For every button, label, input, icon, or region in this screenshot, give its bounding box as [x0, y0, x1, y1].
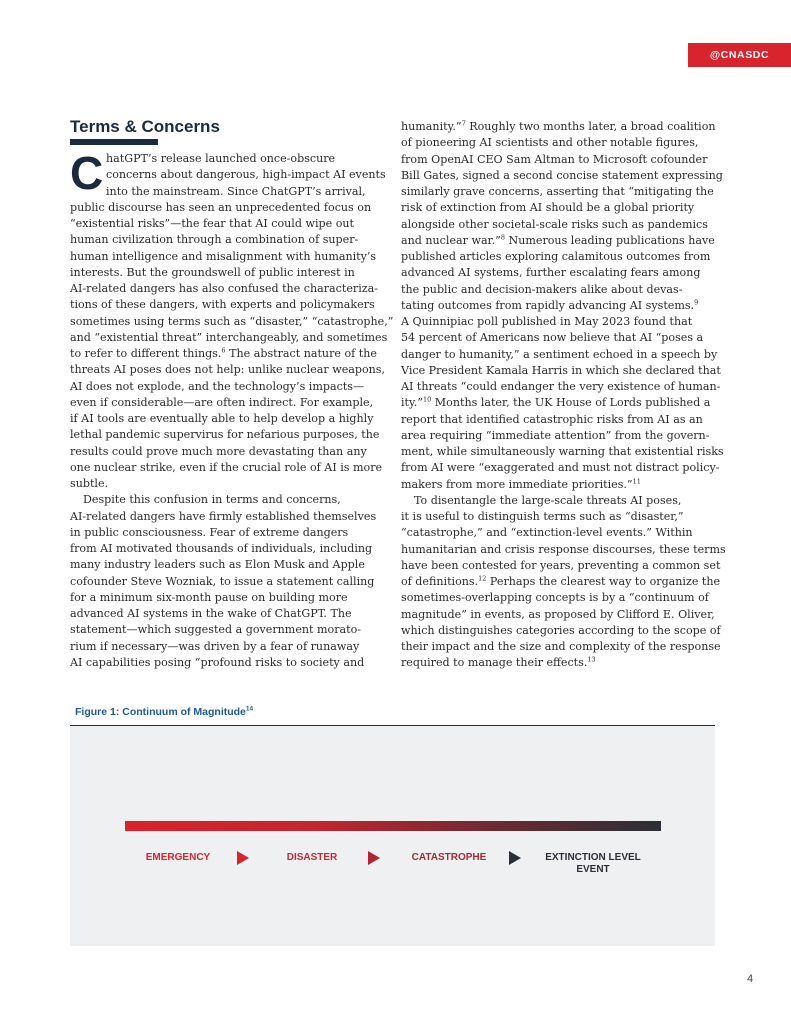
text-line: Vice President Kamala Harris in which she declared that	[401, 363, 721, 377]
footnote-ref: 8	[500, 233, 505, 242]
text-line: subtle.	[70, 477, 109, 490]
left-column	[70, 147, 394, 671]
footnote-ref: 6	[221, 346, 226, 355]
text-segment: of definitions.	[401, 575, 479, 588]
right-column	[401, 119, 726, 672]
text-line	[401, 655, 716, 671]
footnote-ref: 13	[587, 655, 596, 664]
text-line: cofounder Steve Wozniak, to issue a statement calling	[70, 574, 375, 588]
text-line: have been contested for years, preventing a common set	[401, 558, 721, 572]
text-line: To disentangle the large-scale threats AI poses,	[414, 493, 682, 507]
text-line: A Quinnipiac poll published in May 2023 found that	[401, 315, 693, 328]
arrow-right-icon	[237, 851, 249, 865]
text-line: statement—which suggested a government morato-	[70, 623, 362, 637]
text-line: “catastrophe,” and “extinction-level events.” Within	[401, 526, 693, 540]
text-line: public discourse has seen an unprecedented focus on	[70, 200, 372, 214]
text-line: hatGPT’s release launched once-obscure	[106, 152, 336, 165]
text-line: ment, while simultaneously warning that existential risks	[401, 445, 724, 458]
text-line: report that identified catastrophic risks from AI as an	[401, 412, 703, 426]
footnote-ref: 7	[461, 119, 466, 128]
text-line: advanced AI systems, further escalating fears among	[401, 266, 701, 280]
text-line	[401, 233, 716, 249]
text-segment: Perhaps the clearest way to organize the	[486, 575, 721, 588]
text-line: sometimes using terms such as “disaster,” “catastrophe,”	[70, 314, 394, 328]
magnitude-gradient-bar	[125, 821, 661, 831]
text-line: results could prove much more devastating than any	[70, 444, 367, 458]
stage-label-line: EXTINCTION LEVEL	[545, 852, 641, 863]
footnote-ref: 14	[245, 705, 254, 713]
text-line: if AI tools are eventually able to help develop a highly	[70, 412, 374, 425]
text-segment: makers from more immediate priorities.”	[401, 477, 633, 491]
text-line	[401, 395, 716, 411]
text-line: tions of these dangers, with experts and policymakers	[70, 298, 375, 312]
text-line: of pioneering AI scientists and other notable figures,	[401, 136, 699, 150]
text-line: one nuclear strike, even if the crucial role of AI is more	[70, 460, 383, 474]
drop-cap: C	[70, 147, 104, 199]
text-line: human civilization through a combination of super-	[70, 233, 359, 247]
text-line: published articles exploring calamitous outcomes from	[401, 250, 711, 263]
heading-underline	[70, 139, 158, 145]
text-segment: ity.”	[401, 396, 423, 410]
text-line	[401, 298, 716, 314]
text-line	[70, 346, 377, 362]
arrow-right-icon	[368, 851, 380, 865]
text-line: “existential risks”—the fear that AI could wipe out	[70, 217, 354, 230]
text-line: risk of extinction from AI should be a global priority	[401, 201, 695, 215]
text-line: lethal pandemic supervirus for nefarious purposes, the	[70, 428, 380, 442]
text-segment: tating outcomes from rapidly advancing AI systems.	[401, 298, 695, 312]
footnote-ref: 9	[694, 298, 699, 307]
text-line: it is useful to distinguish terms such as “disaster,”	[401, 510, 684, 523]
text-line	[401, 477, 716, 493]
text-line: humanitarian and crisis response discourses, these terms	[401, 542, 726, 556]
text-line: AI threats “could endanger the very existence of human-	[401, 380, 721, 393]
text-line: the public and decision-makers alike about devas-	[401, 282, 683, 296]
text-line: many industry leaders such as Elon Musk and Apple	[70, 558, 365, 572]
text-line: even if considerable—are often indirect. For example,	[70, 395, 374, 409]
text-line: Bill Gates, signed a second concise statement expressing	[401, 168, 723, 182]
text-line: for a minimum six-month pause on building more	[70, 590, 348, 604]
text-line	[401, 119, 716, 135]
text-segment: to refer to different things.	[70, 347, 222, 360]
text-line: from AI were “exaggerated and must not distract policy-	[401, 461, 720, 475]
stage-catastrophe: CATASTROPHE	[411, 852, 487, 863]
text-segment: Months later, the UK House of Lords published a	[431, 396, 711, 410]
text-line: human intelligence and misalignment with humanity’s	[70, 249, 377, 263]
arrow-right-icon	[509, 851, 521, 865]
text-line: threats AI poses does not help: unlike nuclear weapons,	[70, 363, 386, 377]
text-line	[401, 574, 721, 590]
footnote-ref: 11	[632, 476, 641, 485]
text-segment: and nuclear war.”	[401, 233, 501, 247]
figure-title	[75, 706, 253, 718]
text-line: interests. But the groundswell of public interest in	[70, 265, 355, 279]
figure-title-text: Figure 1: Continuum of Magnitude	[75, 706, 246, 718]
stage-label-line: EVENT	[576, 864, 610, 875]
text-line: area requiring “immediate attention” from the govern-	[401, 428, 710, 442]
text-line: similarly grave concerns, asserting that “mitigating the	[401, 185, 714, 198]
handle-tag: @CNASDC	[688, 43, 791, 67]
text-segment: Roughly two months later, a broad coalition	[465, 120, 716, 133]
text-line: AI-related dangers have firmly established themselves	[70, 509, 377, 523]
text-line: Despite this confusion in terms and concerns,	[83, 493, 341, 507]
text-segment: The abstract nature of the	[225, 347, 377, 360]
page-number: 4	[747, 973, 754, 985]
footnote-ref: 12	[478, 574, 487, 583]
text-line: advanced AI systems in the wake of ChatGPT. The	[70, 607, 352, 620]
text-line: 54 percent of Americans now believe that AI “poses a	[401, 331, 704, 345]
text-line: from OpenAI CEO Sam Altman to Microsoft cofounder	[401, 152, 708, 166]
figure-panel	[70, 726, 715, 946]
stage-extinction-level-event	[538, 852, 648, 876]
text-segment: humanity.”	[401, 120, 462, 133]
text-line: rium if necessary—was driven by a fear of runaway	[70, 639, 360, 653]
text-line: alongside other societal-scale risks such as pandemics	[401, 217, 708, 231]
footnote-ref: 10	[423, 395, 432, 404]
text-line: their impact and the size and complexity of the response	[401, 640, 721, 653]
text-line: and “existential threat” interchangeably, and sometimes	[70, 330, 388, 344]
text-line: AI does not explode, and the technology’s impacts—	[70, 379, 365, 393]
text-line: concerns about dangerous, high-impact AI events	[106, 168, 386, 182]
text-line: danger to humanity,” a sentiment echoed in a speech by	[401, 347, 718, 361]
text-line: from AI motivated thousands of individuals, including	[70, 542, 373, 555]
text-line: which distinguishes categories according to the scope of	[401, 623, 721, 637]
text-line: sometimes-overlapping concepts is by a “continuum of	[401, 591, 709, 605]
text-segment: required to manage their effects.	[401, 656, 588, 670]
text-line: into the mainstream. Since ChatGPT’s arrival,	[106, 184, 366, 198]
text-line: magnitude” in events, as proposed by Clifford E. Oliver,	[401, 607, 715, 621]
text-line: AI capabilities posing “profound risks to society and	[70, 655, 365, 669]
text-line: AI-related dangers has also confused the characteriza-	[70, 282, 378, 295]
stage-emergency: EMERGENCY	[145, 852, 211, 863]
section-heading: Terms & Concerns	[70, 117, 220, 136]
text-line: in public consciousness. Fear of extreme dangers	[70, 525, 349, 539]
text-segment: Numerous leading publications have	[504, 233, 715, 247]
stage-disaster: DISASTER	[286, 852, 338, 863]
